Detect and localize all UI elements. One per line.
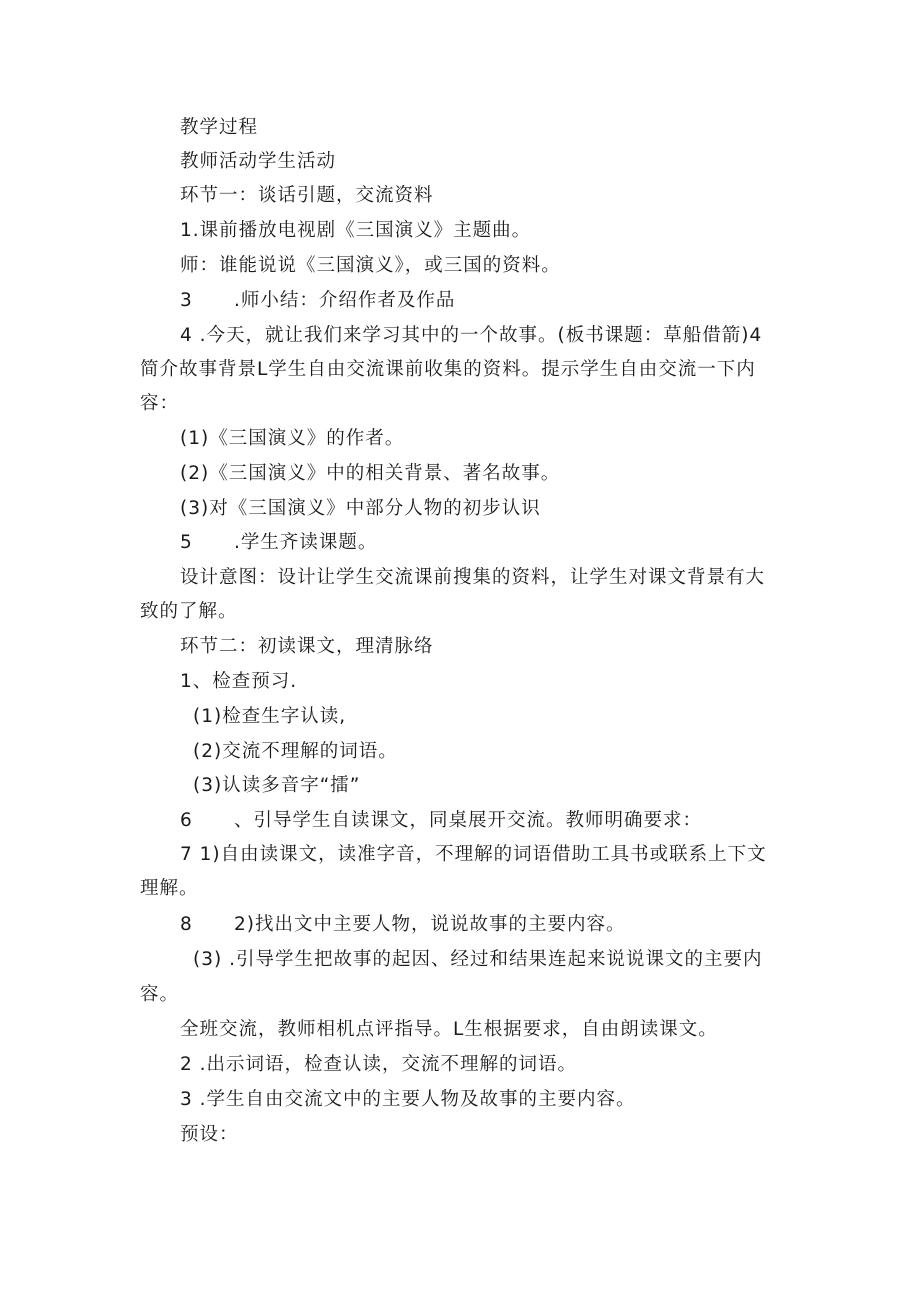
s1-line-2: 师：谁能说说《三国演义》，或三国的资料。	[180, 255, 561, 276]
s2-line-6	[180, 804, 702, 838]
s1-sub-2: (2)《三国演义》中的相关背景、著名故事。	[180, 463, 561, 484]
s1-line-4a: 4 .今天，就让我们来学习其中的一个故事。(板书课题：草船借箭)4	[180, 325, 763, 346]
s1-sub-3: (3)对《三国演义》中部分人物的初步认识	[180, 498, 541, 519]
s2-line-8-text: 2)找出文中主要人物，说说故事的主要内容。	[234, 914, 626, 935]
s1-line-5	[180, 526, 377, 560]
s2-line-9b: 容。	[140, 984, 180, 1005]
s1-line-3-number: 3	[180, 290, 193, 311]
section1-title: 环节一：谈话引题，交流资料	[180, 185, 434, 206]
s1-line-4c: 容：	[140, 393, 180, 414]
s1-line-5-number: 5	[180, 532, 193, 553]
s2-line-10: 全班交流，教师相机点评指导。L生根据要求，自由朗读课文。	[180, 1019, 718, 1040]
s2-line-9a: (3) .引导学生把故事的起因、经过和结果连起来说说课文的主要内	[193, 949, 763, 970]
s2-line-1: 1、检查预习.	[180, 671, 298, 692]
s2-line-7b: 理解。	[140, 878, 199, 899]
design-intent-b: 致的了解。	[140, 601, 238, 622]
design-intent-a: 设计意图：设计让学生交流课前搜集的资料，让学生对课文背景有大	[180, 567, 766, 588]
s2-line-11: 2 .出示词语，检查认读，交流不理解的词语。	[180, 1054, 578, 1075]
s2-line-12: 3 .学生自由交流文中的主要人物及故事的主要内容。	[180, 1089, 636, 1110]
s2-line-6-text: 、引导学生自读课文，同桌展开交流。教师明确要求：	[234, 810, 703, 831]
s2-sub-2: (2)交流不理解的词语。	[193, 741, 398, 762]
s2-line-7a: 7 1)自由读课文，读准字音，不理解的词语借助工具书或联系上下文	[180, 844, 767, 865]
s1-line-5-text: .学生齐读课题。	[234, 532, 378, 553]
column-labels: 教师活动学生活动	[180, 151, 337, 172]
s1-line-3	[180, 284, 455, 318]
section2-title: 环节二：初读课文，理清脉络	[180, 636, 434, 657]
s1-line-3-text: .师小结：介绍作者及作品	[234, 290, 456, 311]
heading-teaching-process: 教学过程	[180, 117, 259, 138]
s1-line-4b: 简介故事背景L学生自由交流课前收集的资料。提示学生自由交流一下内	[140, 359, 756, 380]
s2-sub-1: (1)检查生字认读,	[193, 706, 347, 727]
s2-line-8-number: 8	[180, 914, 193, 935]
s2-sub-3: (3)认读多音字“擂”	[193, 775, 361, 796]
s2-line-8	[180, 908, 626, 942]
s2-line-6-number: 6	[180, 810, 193, 831]
s2-line-13: 预设：	[180, 1124, 239, 1145]
s1-line-1: 1.课前播放电视剧《三国演义》主题曲。	[180, 220, 532, 241]
s1-sub-1: (1)《三国演义》的作者。	[180, 428, 405, 449]
